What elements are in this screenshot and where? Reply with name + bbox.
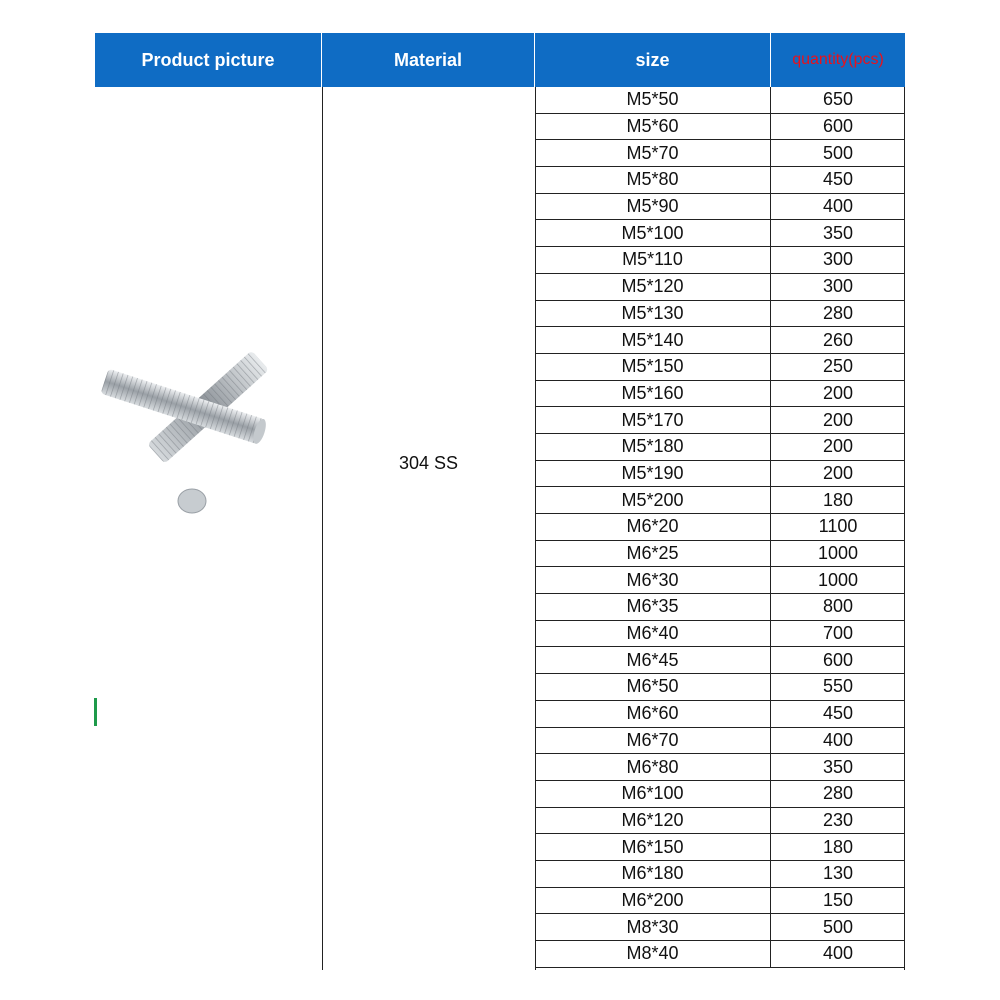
table-row[interactable] (535, 220, 905, 247)
table-row[interactable] (535, 461, 905, 488)
header-quantity[interactable]: quantity(pcs) (771, 33, 905, 87)
size-cell[interactable]: M6*45 (535, 647, 771, 673)
size-cell[interactable]: M5*70 (535, 140, 771, 166)
quantity-cell[interactable]: 400 (822, 729, 854, 750)
quantity-cell[interactable]: 300 (822, 276, 854, 297)
quantity-cell[interactable]: 500 (822, 142, 854, 163)
size-cell[interactable]: M6*200 (535, 888, 771, 914)
quantity-cell[interactable]: 400 (822, 943, 854, 964)
table-row[interactable] (535, 487, 905, 514)
size-cell[interactable]: M5*120 (535, 274, 771, 300)
table-row[interactable] (535, 327, 905, 354)
column-divider-picture (322, 87, 323, 970)
table-row[interactable] (535, 941, 905, 968)
size-cell[interactable]: M6*35 (535, 594, 771, 620)
quantity-cell[interactable]: 200 (822, 382, 854, 403)
size-cell[interactable]: M6*40 (535, 621, 771, 647)
size-cell[interactable]: M6*30 (535, 567, 771, 593)
size-cell[interactable]: M5*100 (535, 220, 771, 246)
size-cell[interactable]: M5*180 (535, 434, 771, 460)
table-row[interactable] (535, 621, 905, 648)
size-cell[interactable]: M5*170 (535, 407, 771, 433)
quantity-cell[interactable]: 180 (822, 836, 854, 857)
quantity-cell[interactable]: 500 (822, 916, 854, 937)
quantity-cell[interactable]: 260 (822, 329, 854, 350)
table-row[interactable] (535, 674, 905, 701)
size-cell[interactable]: M6*180 (535, 861, 771, 887)
size-cell[interactable]: M6*50 (535, 674, 771, 700)
quantity-cell[interactable]: 350 (822, 756, 854, 777)
table-row[interactable] (535, 140, 905, 167)
quantity-cell[interactable]: 130 (822, 863, 854, 884)
quantity-cell[interactable]: 200 (822, 409, 854, 430)
size-cell[interactable]: M6*80 (535, 754, 771, 780)
table-row[interactable] (535, 701, 905, 728)
quantity-cell[interactable]: 1000 (817, 569, 859, 590)
size-cell[interactable]: M8*40 (535, 941, 771, 967)
size-cell[interactable]: M5*200 (535, 487, 771, 513)
quantity-cell[interactable]: 450 (822, 703, 854, 724)
size-cell[interactable]: M6*150 (535, 834, 771, 860)
quantity-cell[interactable]: 600 (822, 116, 854, 137)
size-cell[interactable]: M8*30 (535, 914, 771, 940)
size-cell[interactable]: M5*150 (535, 354, 771, 380)
size-cell[interactable]: M5*60 (535, 114, 771, 140)
table-row[interactable] (535, 861, 905, 888)
quantity-cell[interactable]: 200 (822, 436, 854, 457)
size-cell[interactable]: M5*140 (535, 327, 771, 353)
size-cell[interactable]: M5*110 (535, 247, 771, 273)
quantity-cell[interactable]: 550 (822, 676, 854, 697)
table-row[interactable] (535, 754, 905, 781)
table-row[interactable] (535, 728, 905, 755)
selection-indicator (94, 698, 97, 726)
header-product-picture[interactable]: Product picture (95, 33, 322, 87)
table-row[interactable] (535, 434, 905, 461)
quantity-cell[interactable]: 700 (822, 623, 854, 644)
table-row[interactable] (535, 647, 905, 674)
table-row[interactable] (535, 407, 905, 434)
threaded-rod-image (100, 341, 315, 541)
size-cell[interactable]: M5*130 (535, 301, 771, 327)
size-cell[interactable]: M5*50 (535, 87, 771, 113)
size-cell[interactable]: M5*90 (535, 194, 771, 220)
table-row[interactable] (535, 167, 905, 194)
table-row[interactable] (535, 594, 905, 621)
quantity-cell[interactable]: 350 (822, 222, 854, 243)
size-cell[interactable]: M6*25 (535, 541, 771, 567)
table-row[interactable] (535, 354, 905, 381)
quantity-cell[interactable]: 1100 (818, 516, 858, 537)
size-cell[interactable]: M5*80 (535, 167, 771, 193)
size-cell[interactable]: M6*20 (535, 514, 771, 540)
table-row[interactable] (535, 808, 905, 835)
table-row[interactable] (535, 274, 905, 301)
table-row[interactable] (535, 781, 905, 808)
table-row[interactable] (535, 247, 905, 274)
table-row[interactable] (535, 87, 905, 114)
size-cell[interactable]: M5*190 (535, 461, 771, 487)
quantity-cell[interactable]: 200 (822, 462, 854, 483)
material-value: 304 SS (398, 453, 459, 473)
table-row[interactable] (535, 834, 905, 861)
size-cell[interactable]: M6*120 (535, 808, 771, 834)
table-row[interactable] (535, 514, 905, 541)
quantity-cell[interactable]: 150 (822, 889, 854, 910)
header-size[interactable]: size (535, 33, 771, 87)
quantity-cell[interactable]: 180 (822, 489, 854, 510)
table-row[interactable] (535, 381, 905, 408)
table-row[interactable] (535, 888, 905, 915)
table-row[interactable] (535, 567, 905, 594)
size-cell[interactable]: M6*60 (535, 701, 771, 727)
quantity-cell[interactable]: 230 (822, 809, 854, 830)
table-row[interactable] (535, 914, 905, 941)
size-quantity-rows (535, 87, 905, 968)
quantity-cell[interactable]: 450 (822, 169, 854, 190)
quantity-cell[interactable]: 600 (822, 649, 854, 670)
product-picture-threaded-rods[interactable] (100, 341, 315, 541)
quantity-cell[interactable]: 1000 (817, 543, 859, 564)
quantity-cell[interactable]: 650 (822, 89, 854, 110)
quantity-cell[interactable]: 250 (822, 356, 854, 377)
size-cell[interactable]: M5*160 (535, 381, 771, 407)
table-row[interactable] (535, 541, 905, 568)
quantity-cell[interactable]: 800 (822, 596, 854, 617)
size-cell[interactable]: M6*100 (535, 781, 771, 807)
quantity-cell[interactable]: 400 (822, 196, 854, 217)
table-row[interactable] (535, 114, 905, 141)
quantity-cell[interactable]: 300 (822, 249, 854, 270)
header-material[interactable]: Material (322, 33, 535, 87)
table-row[interactable] (535, 194, 905, 221)
product-table (95, 33, 905, 970)
size-cell[interactable]: M6*70 (535, 728, 771, 754)
quantity-cell[interactable]: 280 (822, 302, 854, 323)
table-row[interactable] (535, 301, 905, 328)
quantity-cell[interactable]: 280 (822, 783, 854, 804)
